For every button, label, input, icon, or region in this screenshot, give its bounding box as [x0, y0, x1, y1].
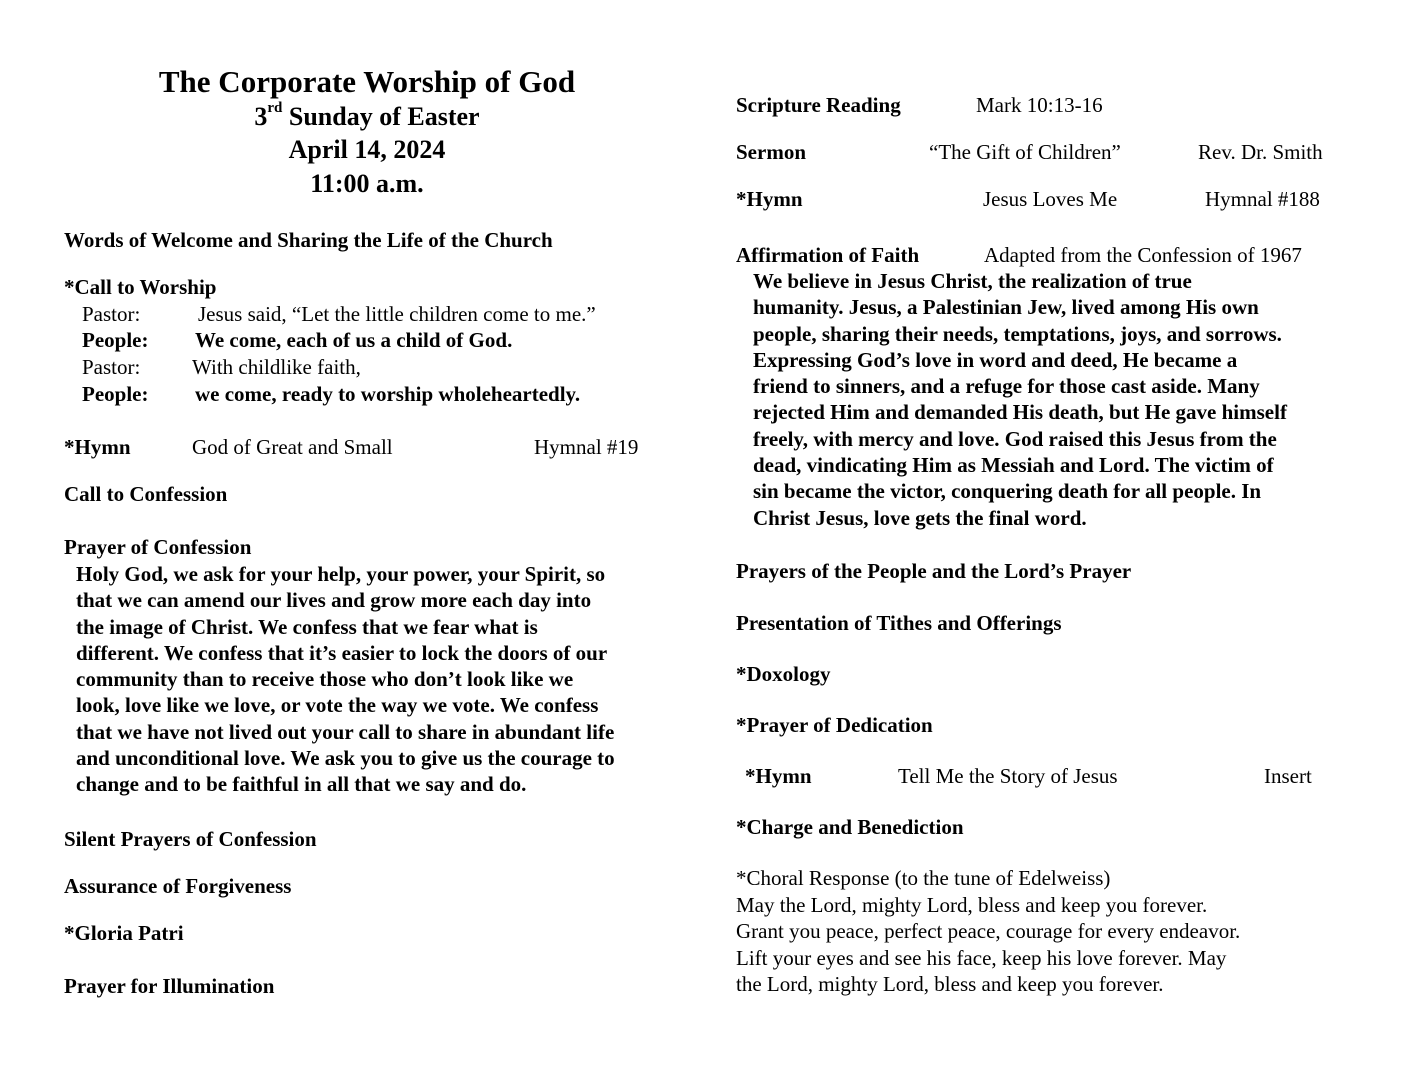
hymn-title: Jesus Loves Me — [983, 187, 1118, 211]
prayer-of-confession-heading: Prayer of Confession — [64, 535, 252, 559]
hymn-label: *Hymn — [736, 187, 803, 211]
affirmation-line: dead, vindicating Him as Messiah and Lord. The victim of — [753, 453, 1274, 478]
doxology-heading: *Doxology — [736, 662, 831, 686]
choral-response — [736, 865, 1240, 998]
hymnal-reference: Hymnal #19 — [534, 435, 639, 459]
affirmation-line: freely, with mercy and love. God raised this Jesus from the — [753, 426, 1277, 451]
affirmation-line: people, sharing their needs, temptations, joys, and sorrows. — [753, 321, 1282, 346]
sunday-name: Sunday of Easter — [282, 102, 480, 131]
prayer-line: Holy God, we ask for your help, your power, your Spirit, so — [76, 562, 606, 586]
choral-line: Grant you peace, perfect peace, courage for every endeavor. — [736, 919, 1241, 943]
affirmation-line: Christ Jesus, love gets the final word. — [753, 505, 1087, 530]
affirmation-text — [753, 268, 1287, 531]
choral-line: Lift your eyes and see his face, keep his love forever. May — [736, 945, 1227, 970]
prayer-line: community than to receive those who don’t look like we — [76, 667, 574, 692]
speaker-label: People: — [82, 328, 149, 352]
affirmation-line: friend to sinners, and a refuge for those cast aside. Many — [753, 374, 1260, 399]
speaker-label: People: — [82, 382, 149, 406]
affirmation-line: rejected Him and demanded His death, but He gave himself — [753, 400, 1287, 425]
service-time: 11:00 a.m. — [310, 169, 424, 198]
liturgy-line: We come, each of us a child of God. — [195, 328, 513, 352]
prayer-line: different. We confess that it’s easier to lock the doors of our — [76, 640, 608, 665]
affirmation-line: sin became the victor, conquering death for all people. In — [753, 479, 1262, 504]
choral-response-heading: *Choral Response (to the tune of Edelweiss) — [736, 866, 1111, 890]
tithes-heading: Presentation of Tithes and Offerings — [736, 611, 1062, 635]
sunday-number: 3 — [254, 102, 268, 131]
call-to-confession-heading: Call to Confession — [64, 482, 228, 506]
hymn-label: *Hymn — [745, 764, 812, 788]
service-date: April 14, 2024 — [288, 135, 446, 164]
liturgy-line: With childlike faith, — [192, 355, 361, 379]
service-occasion — [64, 102, 670, 132]
prayer-line: the image of Christ. We confess that we fear what is — [76, 614, 538, 639]
liturgy-line: Jesus said, “Let the little children come to me.” — [198, 302, 596, 326]
hymn-label: *Hymn — [64, 435, 131, 459]
sermon-preacher: Rev. Dr. Smith — [1198, 140, 1323, 164]
benediction-heading: *Charge and Benediction — [736, 815, 964, 839]
prayer-of-confession-text — [76, 561, 615, 798]
affirmation-line: humanity. Jesus, a Palestinian Jew, lived among His own — [753, 295, 1259, 320]
ordinal-suffix: rd — [267, 100, 283, 116]
gloria-patri-heading: *Gloria Patri — [64, 921, 184, 945]
choral-line: the Lord, mighty Lord, bless and keep you forever. — [736, 972, 1164, 996]
scripture-reading-label: Scripture Reading — [736, 93, 901, 117]
prayer-line: change and to be faithful in all that we say and do. — [76, 772, 527, 797]
prayer-line: that we have not lived out your call to share in abundant life — [76, 719, 615, 744]
scripture-reference: Mark 10:13-16 — [976, 93, 1103, 117]
affirmation-label: Affirmation of Faith — [736, 243, 920, 267]
speaker-label: Pastor: — [82, 355, 141, 379]
prayer-line: that we can amend our lives and grow more each day into — [76, 588, 592, 613]
affirmation-line: We believe in Jesus Christ, the realization of true — [753, 269, 1192, 293]
prayer-line: look, love like we love, or vote the way we vote. We confess — [76, 693, 599, 718]
illumination-heading: Prayer for Illumination — [64, 974, 275, 998]
hymnal-reference: Hymnal #188 — [1205, 187, 1320, 211]
choral-line: May the Lord, mighty Lord, bless and keep you forever. — [736, 892, 1208, 917]
liturgy-line: we come, ready to worship wholeheartedly. — [195, 382, 581, 406]
hymn-title: God of Great and Small — [192, 435, 393, 459]
welcome-heading: Words of Welcome and Sharing the Life of the Church — [64, 228, 553, 252]
hymnal-reference: Insert — [1264, 764, 1312, 788]
prayer-line: and unconditional love. We ask you to give us the courage to — [76, 746, 615, 771]
assurance-heading: Assurance of Forgiveness — [64, 874, 292, 898]
sermon-label: Sermon — [736, 140, 806, 164]
sermon-title: “The Gift of Children” — [929, 140, 1121, 164]
silent-prayers-heading: Silent Prayers of Confession — [64, 827, 317, 851]
affirmation-line: Expressing God’s love in word and deed, He became a — [753, 347, 1238, 372]
dedication-heading: *Prayer of Dedication — [736, 713, 933, 737]
page-title: The Corporate Worship of God — [158, 64, 576, 99]
call-to-worship-heading: *Call to Worship — [64, 275, 217, 299]
prayers-of-people-heading: Prayers of the People and the Lord’s Prayer — [736, 559, 1132, 583]
hymn-title: Tell Me the Story of Jesus — [898, 764, 1118, 788]
speaker-label: Pastor: — [82, 302, 141, 326]
affirmation-source: Adapted from the Confession of 1967 — [984, 243, 1302, 267]
